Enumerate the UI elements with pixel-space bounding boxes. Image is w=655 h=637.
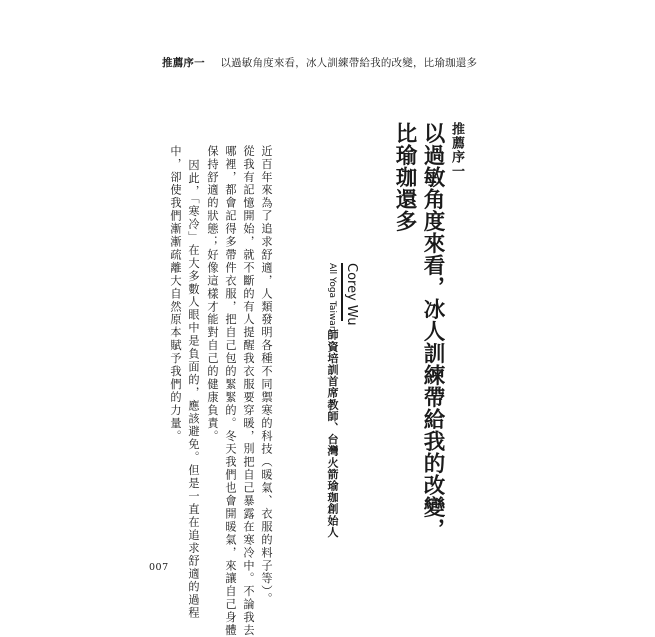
body-line: 近百年來為了追求舒適，人類發明各種不同禦寒的科技（暖氣、衣服的料子等）。 [260, 145, 273, 606]
section-label: 推薦序一 [449, 122, 464, 178]
author-name [343, 263, 359, 353]
body-line: 哪裡，都會記得多帶件衣服，把自己包的緊緊的。冬天我們也會開暖氣，來讓自己身體 [224, 145, 237, 637]
author-name-text: Corey Wu [344, 263, 359, 326]
body-line: 從我有記憶開始，就不斷的有人提醒我衣服要穿暖，別把自己暴露在寒冷中。不論我去 [242, 145, 255, 637]
body-line: 中，卻使我們漸漸疏離大自然原本賦予我們的力量。 [169, 145, 182, 443]
body-line: 保持舒適的狀態；好像這樣才能對自己的健康負責。 [206, 145, 219, 443]
page-number: 007 [149, 562, 169, 573]
author-title: 師資培訓首席教師、台灣火箭瑜珈創始人 [326, 329, 339, 538]
running-head-title: 以過敏角度來看，冰人訓練帶給我的改變，比瑜珈還多 [220, 57, 478, 69]
running-head [162, 55, 502, 71]
author-description [325, 263, 341, 563]
chapter-title-line-2: 比瑜珈還多 [392, 122, 417, 232]
running-head-label: 推薦序一 [162, 57, 205, 69]
author-organization: All Yoga Taiwan [327, 263, 337, 332]
chapter-title-line-1: 以過敏角度來看，冰人訓練帶給我的改變， [420, 122, 445, 540]
body-line: 因此，「寒冷」在大多數人眼中是負面的，應該避免。但是一直在追求舒適的過程 [187, 159, 200, 620]
